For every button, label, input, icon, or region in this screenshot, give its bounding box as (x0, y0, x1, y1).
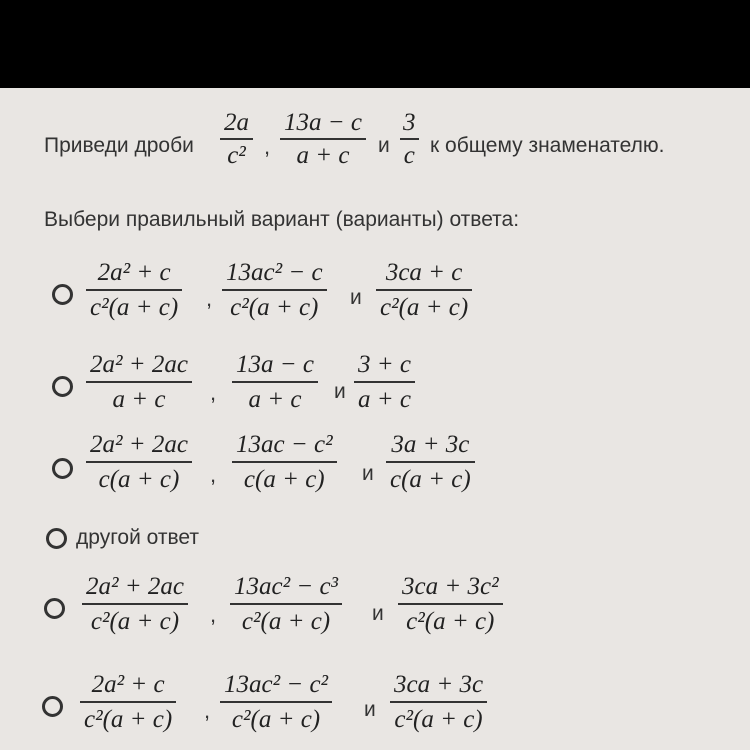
denominator: c²(a + c) (90, 608, 180, 635)
comma: , (206, 286, 213, 311)
and-word: и (350, 286, 362, 309)
denominator: a + c (358, 386, 411, 413)
task-suffix: к общему знаменателю. (430, 134, 665, 157)
radio-button[interactable] (52, 458, 73, 479)
radio-button[interactable] (42, 696, 63, 717)
numerator: 2a² + c (91, 671, 165, 698)
denominator: a + c (112, 386, 166, 413)
denominator: c(a + c) (390, 466, 471, 493)
denominator: c²(a + c) (90, 294, 179, 321)
option-1-fraction-1 (86, 260, 182, 320)
denominator: c²(a + c) (380, 294, 469, 321)
denominator: c²(a + c) (394, 706, 483, 733)
denominator: c²(a + c) (230, 294, 319, 321)
option-2-fraction-2 (232, 352, 318, 412)
and-word: и (334, 380, 346, 403)
numerator: 2a² + c (97, 259, 171, 286)
question-sheet (0, 88, 750, 750)
denominator: c²(a + c) (231, 706, 321, 733)
task-fraction-3-denominator: c (403, 142, 415, 169)
numerator: 3ca + c (385, 259, 463, 286)
numerator: 2a² + 2ac (90, 431, 188, 458)
denominator: c(a + c) (98, 466, 180, 493)
task-fraction-1-numerator: 2a (224, 109, 249, 136)
task-fraction-3-numerator: 3 (403, 109, 416, 136)
and-word: и (364, 698, 376, 721)
task-fraction-2-denominator: a + c (296, 142, 350, 169)
numerator: 3ca + 3c (394, 671, 484, 698)
numerator: 13ac − c² (236, 431, 333, 458)
option-1-fraction-3 (376, 260, 472, 320)
numerator: 2a² + 2ac (86, 573, 184, 600)
comma: , (210, 380, 217, 405)
option-3-fraction-3 (386, 432, 475, 492)
denominator: c²(a + c) (406, 608, 495, 635)
numerator: 3ca + 3c² (402, 573, 499, 600)
numerator: 13ac² − c (226, 259, 323, 286)
radio-button[interactable] (44, 598, 65, 619)
option-6-fraction-2 (220, 672, 332, 732)
comma: , (204, 698, 211, 723)
option-3-fraction-1 (86, 432, 192, 492)
instruction-text: Выбери правильный вариант (варианты) ответа: (44, 208, 520, 231)
radio-button[interactable] (52, 284, 73, 305)
numerator: 13ac² − c² (224, 671, 329, 698)
numerator: 13ac² − c³ (234, 573, 339, 600)
radio-button[interactable] (46, 528, 67, 549)
option-text: другой ответ (76, 526, 199, 549)
numerator: 2a² + 2ac (90, 351, 188, 378)
option-3-fraction-2 (232, 432, 337, 492)
numerator: 3 + c (358, 351, 411, 378)
radio-button[interactable] (52, 376, 73, 397)
option-6-fraction-1 (80, 672, 176, 732)
option-6-fraction-3 (390, 672, 487, 732)
task-comma: , (264, 134, 271, 159)
option-2-fraction-1 (86, 352, 192, 412)
option-2-fraction-3 (354, 352, 415, 412)
comma: , (210, 602, 217, 627)
denominator: c²(a + c) (241, 608, 331, 635)
task-prefix: Приведи дроби (44, 134, 194, 157)
denominator: c²(a + c) (84, 706, 173, 733)
numerator: 3a + 3c (391, 431, 470, 458)
and-word: и (372, 602, 384, 625)
task-fraction-3 (400, 110, 419, 168)
option-5-fraction-2 (230, 574, 342, 634)
comma: , (210, 462, 217, 487)
task-fraction-2 (280, 110, 366, 168)
numerator: 13a − c (236, 351, 314, 378)
task-and: и (378, 134, 390, 157)
option-1-fraction-2 (222, 260, 327, 320)
option-5-fraction-3 (398, 574, 503, 634)
option-5-fraction-1 (82, 574, 188, 634)
denominator: c(a + c) (243, 466, 325, 493)
task-fraction-1 (220, 110, 253, 168)
and-word: и (362, 462, 374, 485)
task-fraction-2-numerator: 13a − c (284, 109, 362, 136)
task-fraction-1-denominator: c² (227, 142, 246, 169)
denominator: a + c (248, 386, 302, 413)
